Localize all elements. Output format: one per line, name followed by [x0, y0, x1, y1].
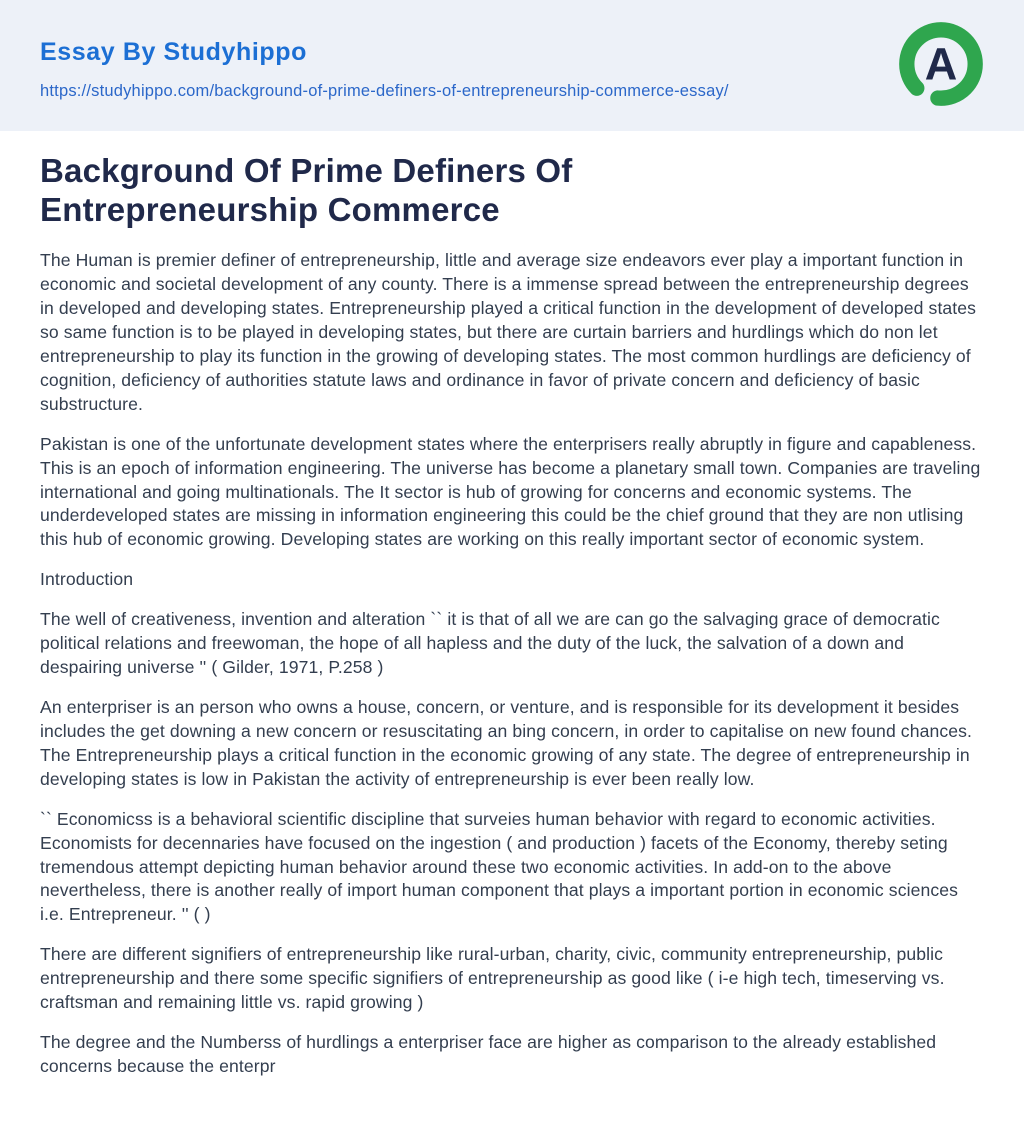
essay-paragraph-7: There are different signifiers of entrepreneurship like rural-urban, charity, civic, community entrepreneurship, public entrepreneurship and there some specific signifiers of entrepreneurship as good like ( i-e high tech, timeserving vs. craftsman and remaining little vs. rapid growing ) [40, 944, 945, 1013]
essay-paragraph-4: The well of creativeness, invention and alteration `` it is that of all we are can go the salvaging grace of democratic political relations and freewoman, the hope of all hapless and the duty of the luck, the salvation of a down and despairing universe '' ( Gilder, 1971, P.258 ) [40, 609, 940, 678]
essay-paragraph-8: The degree and the Numberss of hurdlings a enterpriser face are higher as comparison to the already established concerns because the enterpr [40, 1032, 937, 1076]
essay-paragraph-6: `` Economicss is a behavioral scientific discipline that surveies human behavior with regard to economic activities. Economists for decennaries have focused on the ingestion ( and production ) facets of the Economy, thereby seting tremendous attempt depicting human behavior around these two economic activities. In add-on to the above nevertheless, there is another really of import human component that plays a important portion in economic sciences i.e. Entrepreneur. '' ( ) [40, 808, 959, 925]
essay-paragraph-3: Introduction [40, 569, 134, 590]
site-header [0, 0, 1024, 131]
studyhippo-logo[interactable] [896, 19, 986, 109]
essay-paragraph-1: The Human is premier definer of entrepreneurship, little and average size endeavors ever play a important function in economic and societal development of any county. There is a immense spread between the entrepreneurship degrees in developed and developing states. Entrepreneurship played a critical function in the development of developed states so same function is to be played in developing states, but there are curtain barriers and hurdlings which do non let entrepreneurship to play its function in the growing of developing states. The most common hurdlings are deficiency of cognition, deficiency of authorities statute laws and ordinance in favor of private concern and deficiency of basic substructure. [40, 250, 977, 414]
essay-title: Background Of Prime Definers Of Entrepreneurship Commerce [40, 152, 573, 228]
studyhippo-logo-icon [896, 19, 986, 109]
essay-paragraph-2: Pakistan is one of the unfortunate development states where the enterprisers really abruptly in figure and capableness. This is an epoch of information engineering. The universe has become a planetary small town. Companies are traveling international and going multinationals. The It sector is hub of growing for concerns and economic systems. The underdeveloped states are missing in information engineering this could be the chief ground that they are non utlising this hub of economic growing. Developing states are working on this really important sector of economic system. [40, 433, 981, 550]
essay-paragraph-5: An enterpriser is an person who owns a house, concern, or venture, and is responsible for its development it besides includes the get downing a new concern or resuscitating an bing concern, in order to capitalise on new found chances. The Entrepreneurship plays a critical function in the economic growing of any state. The degree of entrepreneurship in developing states is low in Pakistan the activity of entrepreneurship is ever been really low. [40, 696, 973, 789]
essay-body [40, 249, 984, 1079]
essay-content [0, 152, 1024, 1079]
site-label: Essay By Studyhippo [40, 38, 308, 66]
essay-url-link[interactable]: https://studyhippo.com/background-of-prime-definers-of-entrepreneurship-commerce-essay/ [40, 82, 729, 100]
logo-letter: A [924, 38, 958, 90]
